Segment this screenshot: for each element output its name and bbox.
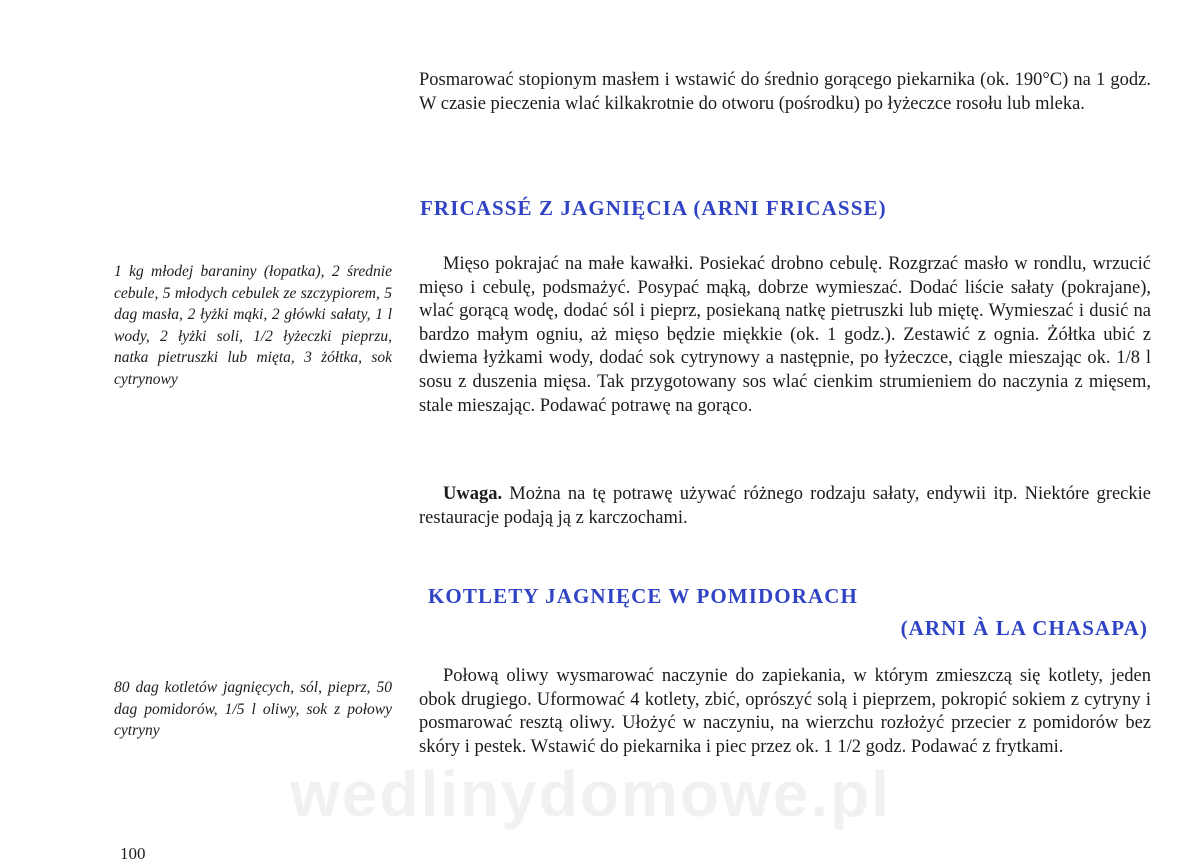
page-number: 100: [120, 844, 146, 863]
watermark: wedlinydomowe.pl: [290, 758, 891, 830]
instructions-kotlety: Połową oliwy wysmarować naczynie do zapiekania, w którym zmieszczą się kotlety, jeden obok drugiego. Uformować 4 kotlety, zbić, oprószyć solą i pieprzem, pokropić sokiem z cytryny i posmarować resztą oliwy. Ułożyć w naczyniu, na wierzchu rozłożyć przecier z pomidorów bez skóry i pestek. Wstawić do piekarnika i piec przez ok. 1 1/2 godz. Podawać z frytkami.: [419, 666, 1151, 757]
note-fricasse: [419, 483, 1151, 530]
recipe-title-kotlety-line1: KOTLETY JAGNIĘCE W POMIDORACH: [428, 584, 858, 608]
ingredients-fricasse: 1 kg młodej baraniny (łopatka), 2 średnie cebule, 5 młodych cebulek ze szczypiorem, 5 dag masła, 2 łyżki mąki, 2 główki sałaty, 1 l wody, 2 łyżki soli, 1/2 łyżeczki pieprzu, natka pietruszki lub mięta, 3 żółtka, sok cytrynowy: [114, 263, 392, 388]
note-label: Uwaga.: [443, 484, 503, 504]
note-text: Można na tę potrawę używać różnego rodzaju sałaty, endywii itp. Niektóre greckie restauracje podają ją z karczochami.: [419, 484, 1151, 528]
recipe-title-fricasse: FRICASSÉ Z JAGNIĘCIA (ARNI FRICASSE): [420, 196, 887, 220]
ingredients-kotlety: 80 dag kotletów jagnięcych, sól, pieprz, 50 dag pomidorów, 1/5 l oliwy, sok z połowy cytryny: [114, 679, 392, 739]
instructions-fricasse: Mięso pokrajać na małe kawałki. Posiekać drobno cebulę. Rozgrzać masło w rondlu, wrzucić mięso i cebulę, podsmażyć. Posypać mąką, dobrze wymieszać. Dodać liście sałaty (pokrajane), wlać gorącą wodę, dodać sól i pieprz, posiekaną natkę pietruszki lub miętę. Wymieszać i dusić na bardzo małym ogniu, aż mięso będzie miękkie (ok. 1 godz.). Zestawić z ognia. Żółtka ubić z dwiema łyżkami wody, dodać sok cytrynowy a następnie, po łyżeczce, ciągle mieszając ok. 1/8 l sosu z duszenia mięsa. Tak przygotowany sos wlać cienkim strumieniem do naczynia z mięsem, stale mieszając. Podawać potrawę na gorąco.: [419, 254, 1151, 416]
intro-paragraph: Posmarować stopionym masłem i wstawić do średnio gorącego piekarnika (ok. 190°C) na 1 godz. W czasie pieczenia wlać kilkakrotnie do otworu (pośrodku) po łyżeczce rosołu lub mleka.: [419, 70, 1151, 114]
recipe-title-kotlety-line2: (ARNI À LA CHASAPA): [900, 616, 1148, 640]
